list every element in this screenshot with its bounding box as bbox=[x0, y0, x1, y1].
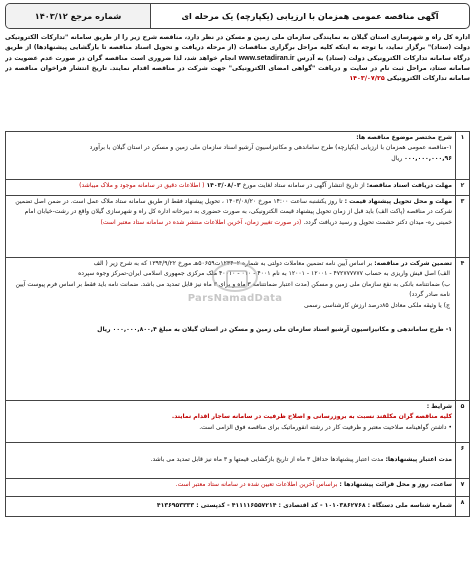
section-content bbox=[6, 401, 456, 443]
notice-header bbox=[5, 3, 470, 29]
guarantee-option-a: الف) اصل فیش واریزی به حساب ۴۷۲۷۷۷۷۷۷ - ۱۲۰۰۱ - ۱۲۰۰۱ به نام ۴۰۰۱ - ۰۱۰ - ۴۰۰۱۰ ملک مرکزی جمهوری اسلامی ایران-تمرکز وجوه سپرده bbox=[78, 270, 450, 278]
section-8 bbox=[6, 497, 470, 517]
section-content bbox=[6, 180, 456, 196]
organization-ids: شماره شناسه ملی دستگاه : ۱۰۱۰۳۸۶۲۷۶۸ - کد اقتصادی : ۴۱۱۱۱۶۵۵۷۲۱۴ - کدپستی : ۴۱۳۶۹۵۳۳۳۳ bbox=[6, 497, 456, 517]
section-7 bbox=[6, 479, 470, 497]
watermark-logo-icon bbox=[212, 262, 258, 292]
currency-label: ریال bbox=[97, 326, 111, 334]
section-2 bbox=[6, 180, 470, 196]
section-number: ۱ bbox=[456, 132, 470, 180]
section-heading: مهلت و محل تحویل پیشنهاد قیمت : bbox=[344, 198, 452, 205]
section-body: از تاریخ انتشار آگهی در سامانه ستاد لغایت مورخ bbox=[242, 182, 365, 189]
guarantee-amount-line: ۱- طرح ساماندهی و مکانیزاسیون آرشیو اسناد سازمان ملی زمین و مسکن در استان گیلان به مبلغ ۰۰۰,۰۰۰,۸۰۰,۴ ریال bbox=[97, 326, 452, 334]
notice-sections-table bbox=[5, 131, 470, 517]
section-number: ۶ bbox=[456, 443, 470, 479]
intro-text: اداره کل راه و شهرسازی استان گیلان به نمایندگی سازمان ملی زمین و مسکن در نظر دارد، مناقصه شرح زیر را از طریق سامانه "تدارکات الکترونیکی دولت (ستاد)" برگزار نماید، با توجه به اینکه کلیه مراحل برگزاری مناقصات (از مرحله دریافت و تحویل اسناد مناقصه تا بازگشایی پیشنهادها) از طریق درگاه سامانه تدارکات الکترونیکی دولت (ستاد) به آدرس bbox=[5, 34, 470, 62]
section-body: براساس آخرین اطلاعات تعیین شده در سامانه ستاد معتبر است. bbox=[175, 481, 338, 488]
section-6 bbox=[6, 443, 470, 479]
watermark-text: ParsNamadData bbox=[187, 293, 283, 304]
condition-line-1: کلیه مناقصه گران مکلفند نسبت به بروزرسانی و اصلاح ظرفیت در سامانه ساجار اقدام نمایند. bbox=[171, 413, 452, 421]
section-heading: شرح مختصر موضوع مناقصه ها: bbox=[356, 134, 452, 141]
guarantee-amount: ۰۰۰,۰۰۰,۸۰۰,۴ bbox=[112, 326, 157, 334]
section-5 bbox=[6, 401, 470, 443]
intro-paragraph bbox=[5, 33, 470, 131]
section-heading: مهلت دریافت اسناد مناقصه: bbox=[366, 182, 452, 189]
section-number: ۷ bbox=[456, 479, 470, 497]
intro-text-2: انجام خواهد شد، لذا ضروری است مناقصه گران در صورت عدم عضویت در سامانه ستاد، مراحل ثبت نام در سایت و دریافت "گواهی امضای الکترونیکی" جهت شرکت در مناقصه اقدام نمایند. تاریخ انتشار فراخوان مناقصه در سامانه تدارکات الکترونیکی bbox=[5, 54, 470, 83]
section-body: ۱-مناقصه عمومی همزمان با ارزیابی (یکپارچه) طرح ساماندهی و مکانیزاسیون آرشیو اسناد سازمان ملی زمین و مسکن در استان گیلان با برآورد ۰۰۰,۰۰۰,۰۰۰,۹۶ ریال bbox=[89, 144, 452, 162]
section-heading: مدت اعتبار پیشنهادها: bbox=[385, 456, 452, 464]
section-3 bbox=[6, 196, 470, 258]
condition-line-2: • داشتن گواهینامه صلاحیت معتبر و ظرفیت کار در رشته انفورماتیک برای مناقصه فوق الزامی است. bbox=[199, 423, 452, 431]
section-number: ۸ bbox=[456, 497, 470, 517]
section-note: (در صورت تغییر زمان، آخرین اطلاعات منتشر شده در سامانه ستاد معتبر است) bbox=[100, 218, 302, 226]
section-number: ۵ bbox=[456, 401, 470, 443]
section-content bbox=[6, 132, 456, 180]
watermark bbox=[170, 262, 300, 304]
section-number: ۳ bbox=[456, 196, 470, 258]
section-content bbox=[6, 443, 456, 479]
section-content bbox=[6, 479, 456, 497]
section-content bbox=[6, 196, 456, 258]
publish-date: ۱۴۰۳/۰۷/۲۵ bbox=[349, 75, 385, 83]
notice-title: آگهی مناقصه عمومی همزمان با ارزیابی (یکپارچه) یک مرحله ای bbox=[181, 11, 439, 21]
estimate-amount: ۰۰۰,۰۰۰,۰۰۰,۹۶ bbox=[404, 154, 452, 162]
section-intro: بر اساس آیین نامه تضمین معاملات دولتی به شماره ۱۲۳۴۰۲ت۵۰۶۵۹هـ مورخ ۱۳۹۴/۹/۲۲ که به شرح زیر ( الف bbox=[93, 260, 373, 267]
currency-label: ریال bbox=[391, 154, 403, 162]
reference-number: شماره مرجع ۱۴۰۳/۱۲ bbox=[6, 4, 151, 28]
section-body: مدت اعتبار پیشنهادها حداقل ۳ ماه از تاریخ بازگشایی قیمتها و ۳ ماه نیز قابل تمدید می باشد. bbox=[150, 456, 384, 464]
section-number: ۴ bbox=[456, 258, 470, 401]
section-body: تا روز یکشنبه ساعت ۱۴:۰۰ مورخ ۱۴۰۳/۰۸/۲۰ ، تحویل پیشنهاد فقط از طریق سامانه ستاد ملاک عمل است. در ضمن اصل تضمین شرکت در مناقصه (پاکت الف) باید قبل از زمان تحویل پیشنهاد قیمت الکترونیکی، به صورت حضوری به دبیرخانه اداره کل راه و شهرسازی گیلان واقع در رشت-خیابان امام خمینی ره- میدان دکتر حشمت تحویل و رسید دریافت گردد. bbox=[15, 198, 452, 226]
guarantee-option-c: ج) یا وثیقه ملکی معادل ۸۵درصد ارزش کارشناسی رسمی bbox=[303, 301, 450, 309]
deadline-date: ۱۴۰۳/۰۸/۰۳ bbox=[206, 182, 241, 189]
section-1 bbox=[6, 132, 470, 180]
section-heading: ساعت، روز و محل قرائت پیشنهادها : bbox=[339, 481, 452, 488]
section-note: ( اطلاعات دقیق در سامانه موجود و ملاک میباشد) bbox=[79, 182, 205, 189]
setad-website: www.setadiran.ir bbox=[238, 54, 295, 62]
guarantee-option-b: ب) ضمانتنامه بانکی به نفع سازمان ملی زمین و مسکن (مدت اعتبار ضمانتنامه ۳ ماه و برای ۳ ماه نیز قابل تمدید می باشد. ضمانت نامه باید فقط بر اساس فرم پیوست آیین نامه صادر گردد) bbox=[15, 280, 450, 299]
section-heading: تضمین شرکت در مناقصه: bbox=[374, 260, 452, 267]
section-heading: شرایط : bbox=[426, 403, 452, 410]
section-number: ۲ bbox=[456, 180, 470, 196]
